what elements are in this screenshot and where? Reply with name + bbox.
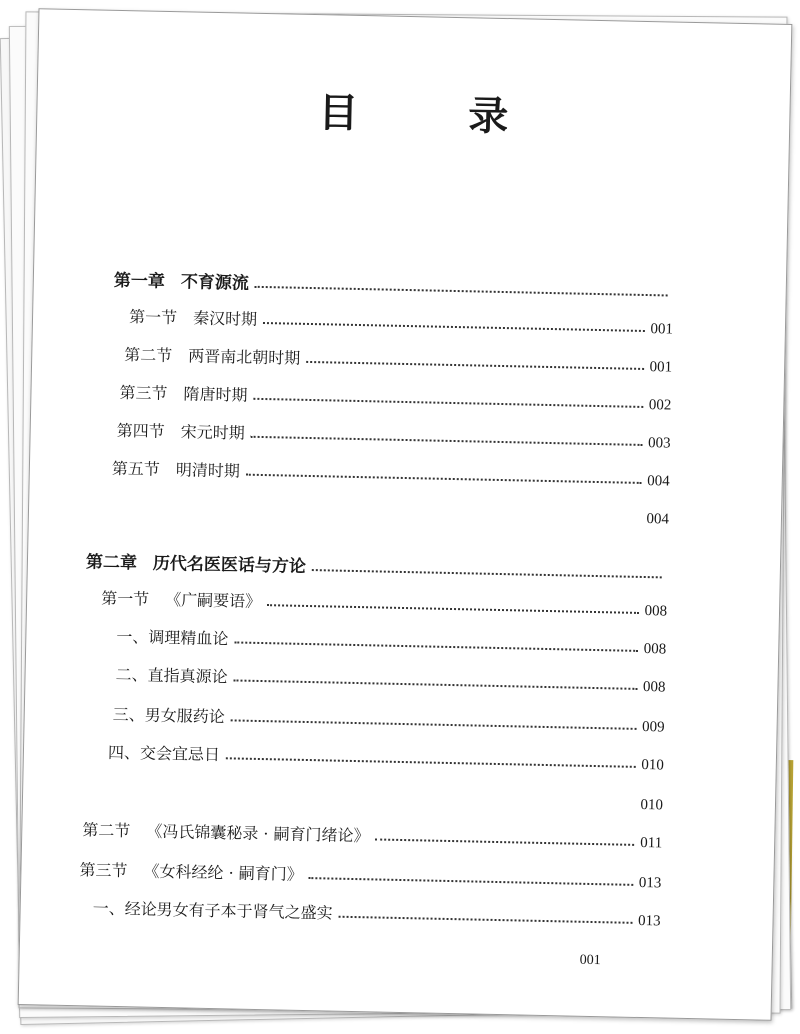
toc-page-number: 010 [640, 796, 664, 814]
toc-page-number: 003 [647, 435, 671, 452]
toc-entry-label [113, 702, 225, 727]
toc-page-number: 013 [637, 912, 661, 930]
dot-leader [233, 679, 636, 689]
toc-page-number: 010 [641, 757, 664, 774]
toc-chapter-row [114, 261, 675, 303]
toc-entry-title: 一、经论男女有子本于肾气之盛实 [92, 898, 333, 923]
toc-entry-row [113, 695, 666, 737]
dot-leader [226, 757, 635, 768]
toc-entry-title: 明清时期 [175, 460, 241, 481]
toc-entry-title: 隋唐时期 [183, 384, 248, 405]
toc-entry-label [79, 857, 303, 885]
toc-entry-number: 第二节 [82, 820, 131, 841]
toc-entry-row [115, 655, 666, 697]
toc-entry-label [86, 547, 306, 577]
toc-entry-number: 第四节 [116, 420, 165, 441]
toc-entry-label [92, 896, 332, 924]
toc-entry-number: 第二章 [85, 552, 138, 574]
toc-entry-row [92, 889, 661, 931]
dot-leader [253, 398, 642, 408]
toc-entry-title: 宋元时期 [180, 422, 245, 443]
dot-leader [255, 286, 668, 297]
toc-entry-row [129, 297, 674, 338]
toc-entry-label [108, 740, 220, 765]
toc-entry-title: 《女科经纶 · 嗣育门》 [143, 861, 303, 884]
page-title: 目 录 [317, 89, 557, 142]
toc-page-only-row [109, 487, 670, 529]
toc-page-number: 008 [644, 603, 668, 620]
dot-leader [231, 719, 636, 729]
table-of-contents [79, 261, 674, 930]
toc-page-number: 013 [638, 874, 662, 892]
toc-entry-label [101, 586, 261, 612]
toc-page-number: 009 [641, 719, 665, 736]
toc-entry-number: 第二节 [124, 345, 173, 366]
toc-entry-title: 不育源流 [180, 272, 250, 294]
toc-page-number: 001 [650, 321, 674, 338]
toc-entry-row [82, 810, 663, 852]
toc-entry-label [114, 266, 249, 294]
toc-page-number: 001 [649, 359, 673, 376]
toc-entry-title: 秦汉时期 [192, 308, 258, 329]
toc-entry-row [124, 335, 673, 376]
toc-page-number: 004 [647, 473, 670, 490]
dot-leader [267, 604, 638, 614]
toc-chapter-row [86, 542, 669, 584]
toc-entry-label [124, 342, 300, 369]
toc-page-number: 004 [646, 511, 670, 528]
toc-entry-number: 第一章 [113, 270, 166, 292]
toc-page-only-row [103, 773, 664, 815]
toc-entry-row [101, 579, 668, 621]
toc-entry-title: 两晋南北朝时期 [188, 346, 301, 368]
toc-entry-title: 四、交会宜忌日 [107, 742, 221, 765]
toc-entry-row [79, 850, 662, 892]
dot-leader [234, 641, 637, 651]
toc-entry-label [116, 418, 244, 444]
dot-leader [251, 436, 642, 446]
dot-leader [375, 838, 634, 845]
dot-leader [246, 474, 641, 484]
toc-page-number: 008 [642, 679, 666, 696]
toc-entry-row [116, 617, 667, 659]
toc-entry-label [119, 380, 247, 406]
toc-entry-title: 历代名医医话与方论 [152, 553, 307, 577]
toc-page-number: 008 [643, 641, 667, 658]
toc-entry-number: 第三节 [119, 382, 168, 403]
toc-entry-number: 第三节 [79, 860, 128, 881]
toc-page-number: 002 [648, 397, 672, 414]
toc-page-number: 011 [640, 834, 663, 852]
toc-entry-title: 一、调理精血论 [116, 626, 229, 649]
toc-entry-label [112, 456, 240, 482]
toc-entry-label [116, 624, 228, 649]
dot-leader [309, 877, 633, 886]
toc-entry-title: 《冯氏锦囊秘录 · 嗣育门绪论》 [146, 821, 370, 846]
toc-entry-number: 第一节 [100, 588, 150, 609]
toc-entry-number: 第五节 [111, 458, 161, 479]
toc-entry-row [108, 733, 665, 775]
toc-entry-label [129, 304, 257, 330]
toc-entry-label [82, 817, 370, 846]
toc-entry-row [112, 449, 671, 491]
page-number: 001 [579, 952, 601, 969]
dot-leader [312, 569, 662, 578]
toc-entry-title: 二、直指真源论 [115, 664, 228, 687]
toc-entry-label [115, 662, 227, 687]
dot-leader [339, 916, 632, 924]
toc-entry-row [116, 411, 671, 453]
toc-entry-number: 第一节 [128, 307, 178, 328]
toc-entry-title: 《广嗣要语》 [164, 589, 262, 612]
toc-entry-row [119, 373, 672, 415]
dot-leader [263, 322, 644, 332]
dot-leader [306, 361, 643, 370]
toc-page [18, 8, 793, 1021]
toc-entry-title: 三、男女服药论 [112, 704, 225, 727]
